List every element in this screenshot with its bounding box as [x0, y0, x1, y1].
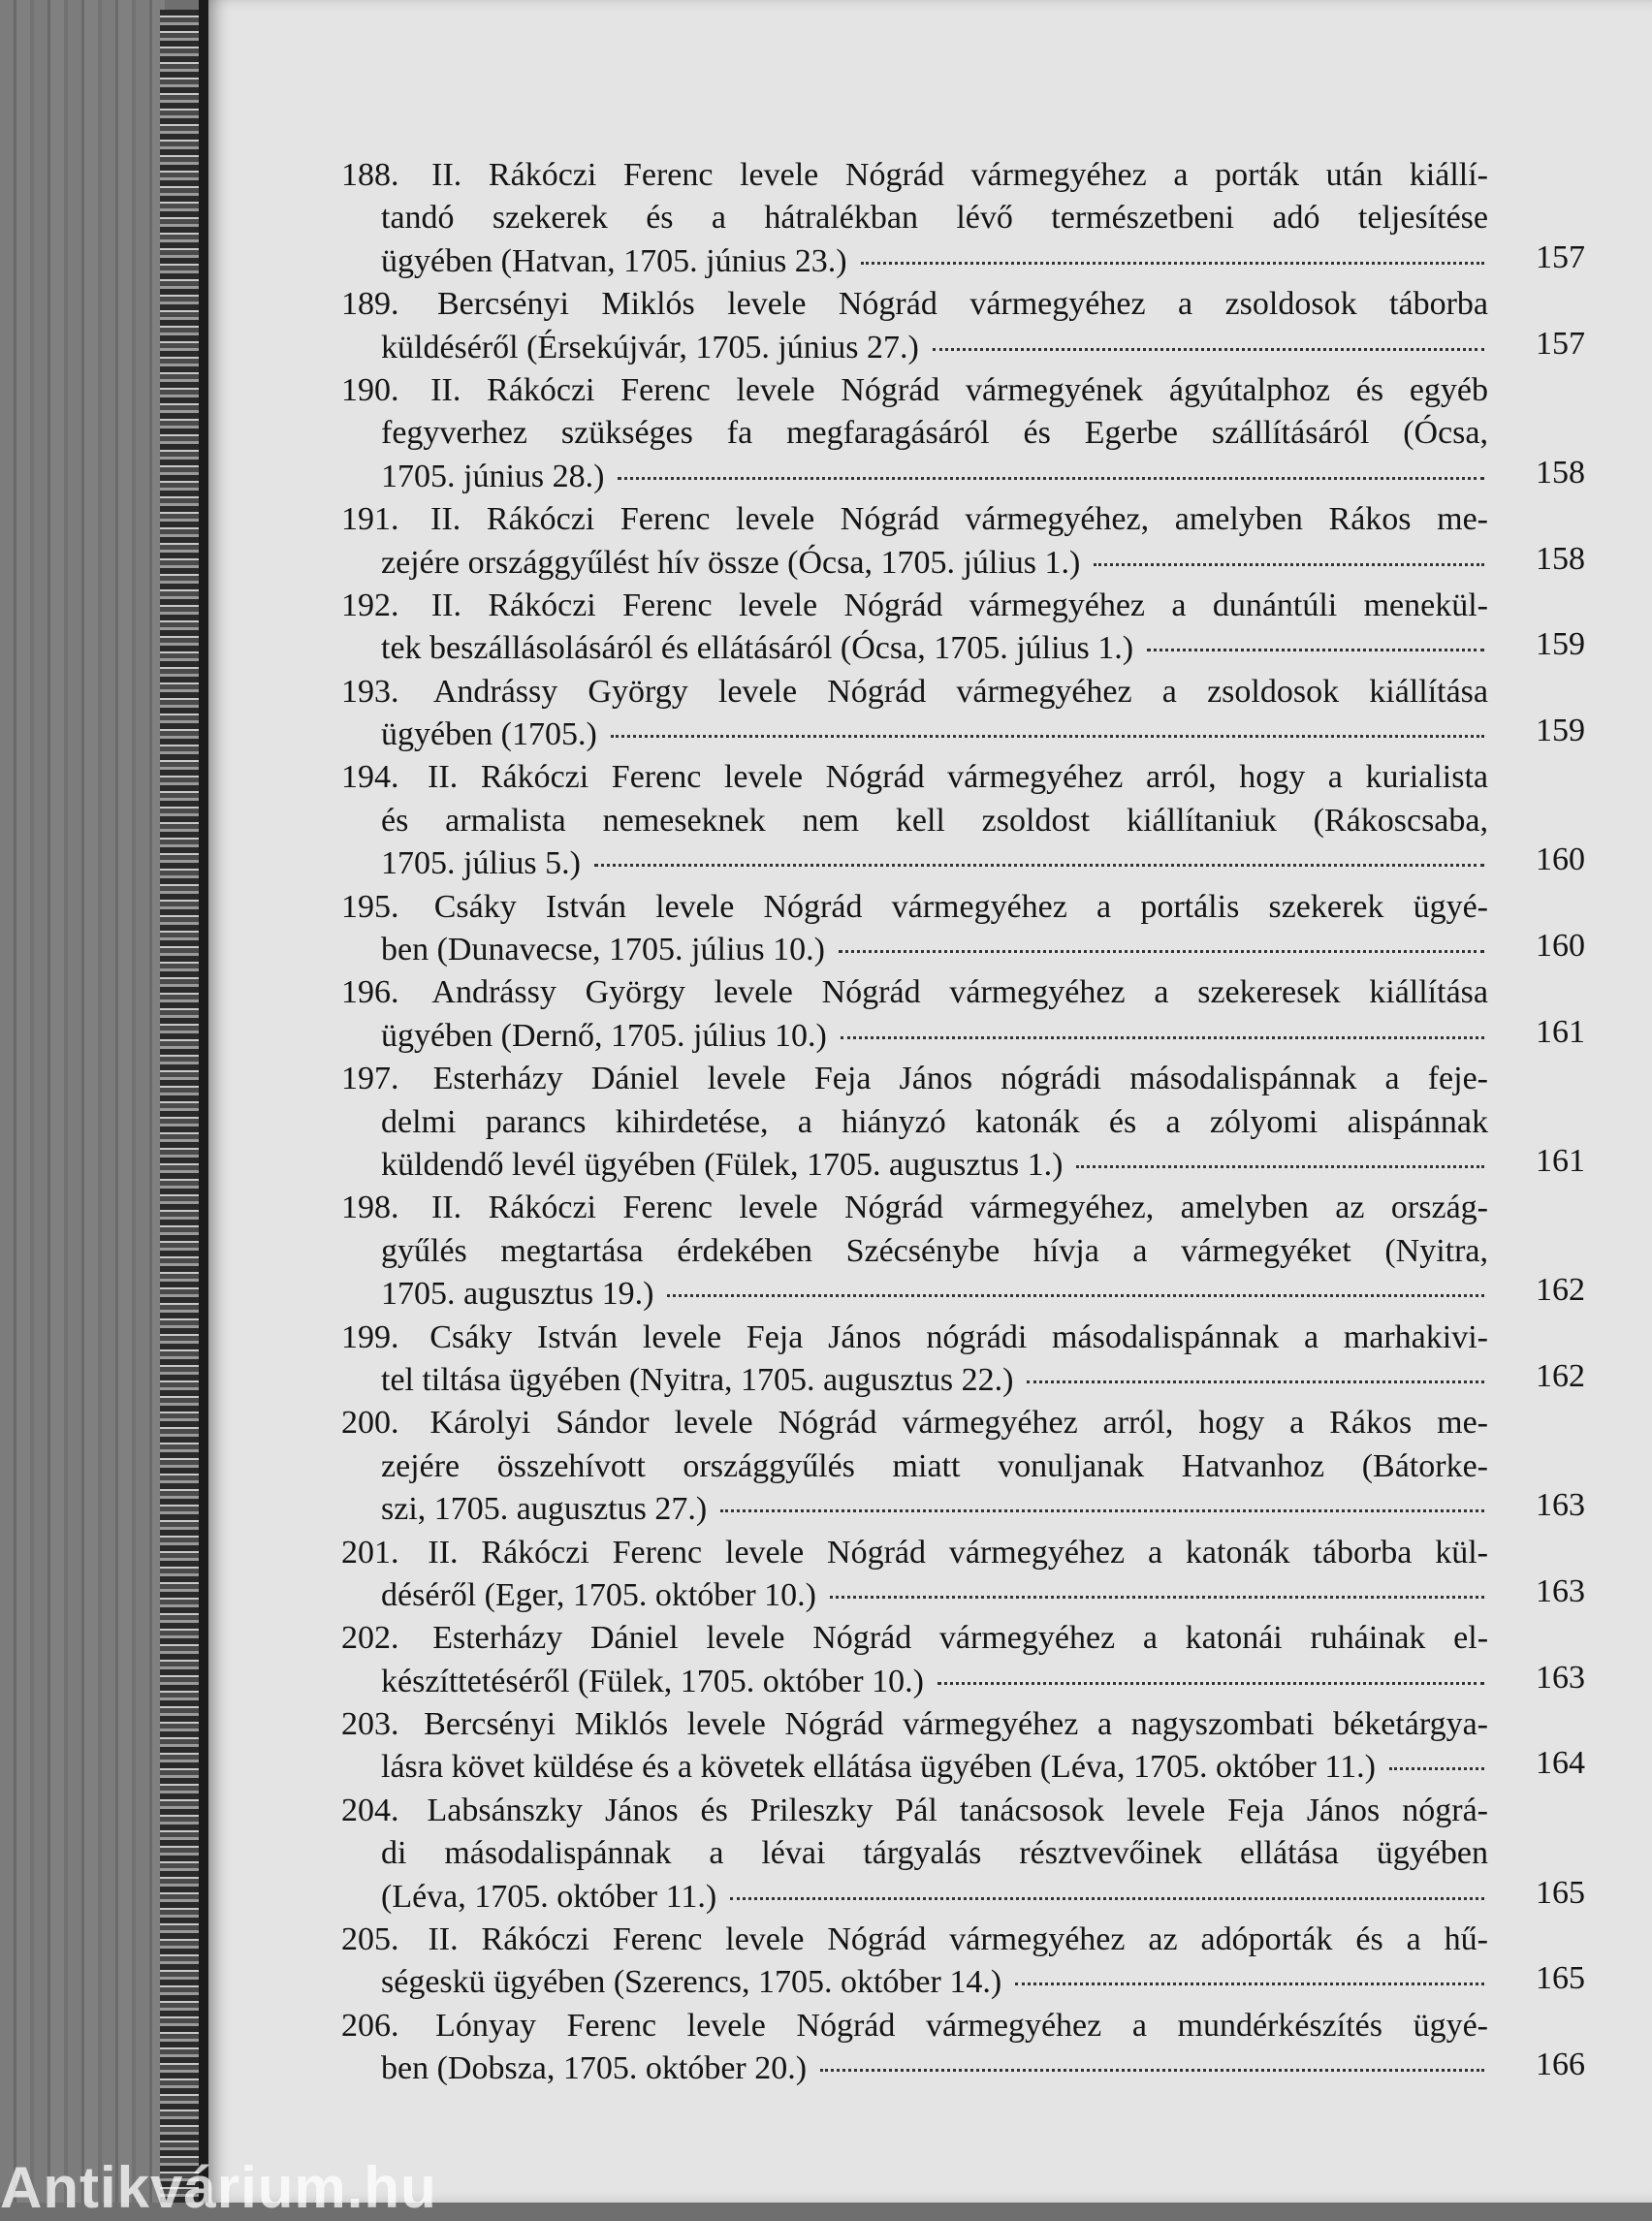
toc-entry-line: [341, 1402, 1488, 1444]
page-number: 160: [1536, 841, 1585, 878]
entry-text: déséről (Eger, 1705. október 10.): [381, 1576, 817, 1613]
dot-leader: [1027, 1380, 1484, 1383]
toc-entry-line: [381, 1230, 1488, 1273]
entry-number: 198.: [341, 1190, 399, 1226]
entry-text: II. Rákóczi Ferenc levele Nógrád vármegyének ágyútalphoz és egyéb: [430, 371, 1488, 408]
page-number: 161: [1536, 1013, 1585, 1050]
dot-leader: [1076, 1165, 1484, 1168]
entry-text: 1705. augusztus 19.): [381, 1276, 654, 1313]
toc-entry-line: [381, 1487, 1585, 1531]
entry-number: 206.: [341, 2007, 399, 2044]
toc-entry-line: [381, 1357, 1585, 1402]
toc-entry-line: [341, 1617, 1488, 1660]
toc-entry-line: [341, 369, 1488, 412]
toc-entry-line: [341, 1703, 1488, 1746]
entry-text: II. Rákóczi Ferenc levele Nógrád vármegyéhez, amelyben az ország-: [430, 1190, 1488, 1226]
dot-leader: [1147, 649, 1484, 651]
toc-entry-line: [381, 1745, 1585, 1789]
dot-leader: [1094, 563, 1484, 566]
dot-leader: [611, 735, 1484, 738]
toc-entry: [341, 498, 1585, 585]
toc-entry: [341, 671, 1585, 757]
entry-text: gyűlés megtartása érdekében Szécsénybe hívja a vármegyéket (Nyitra,: [381, 1232, 1488, 1269]
page-number: 157: [1536, 238, 1585, 275]
dot-leader: [594, 864, 1484, 867]
entry-text: II. Rákóczi Ferenc levele Nógrád vármegyéhez a katonák táborba kül-: [428, 1534, 1488, 1571]
entry-text: zejére országgyűlést hív össze (Ócsa, 1705. július 1.): [381, 544, 1081, 581]
entry-number: 191.: [341, 501, 399, 538]
toc-entry-line: [381, 1013, 1585, 1058]
entry-text: tek beszállásolásáról és ellátásáról (Ócsa, 1705. július 1.): [381, 630, 1134, 667]
toc-entry: [341, 154, 1585, 283]
toc-entry-line: [381, 1445, 1488, 1488]
toc-entry-line: [381, 1101, 1488, 1144]
entry-text: II. Rákóczi Ferenc levele Nógrád vármegyéhez arról, hogy a kurialista: [428, 759, 1488, 796]
page-number: 161: [1536, 1142, 1585, 1179]
toc-entry-line: [381, 1142, 1585, 1187]
toc-entry-line: [381, 626, 1585, 670]
entry-text: tandó szekerek és a hátralékban lévő természetbeni adó teljesítése: [381, 200, 1488, 237]
entry-text: 1705. június 28.): [381, 458, 605, 494]
toc-entry-line: [341, 971, 1488, 1014]
entry-text: II. Rákóczi Ferenc levele Nógrád vármegyéhez a porták után kiállí-: [431, 157, 1488, 193]
toc-entry-line: [341, 154, 1488, 197]
entry-number: 197.: [341, 1061, 399, 1097]
entry-number: 203.: [341, 1706, 399, 1743]
toc-entry-line: [341, 2005, 1488, 2047]
entry-number: 205.: [341, 1921, 399, 1958]
toc-entry-line: [381, 928, 1585, 971]
table-of-contents: [341, 154, 1585, 2091]
toc-entry: [341, 886, 1585, 972]
entry-text: Andrássy György levele Nógrád vármegyéhez a szekeresek kiállítása: [431, 974, 1488, 1011]
entry-text: tel tiltása ügyében (Nyitra, 1705. augusztus 22.): [381, 1361, 1014, 1398]
entry-text: Bercsényi Miklós levele Nógrád vármegyéhez a nagyszombati béketárgya-: [424, 1706, 1488, 1743]
entry-text: készíttetéséről (Fülek, 1705. október 10.): [381, 1663, 924, 1699]
toc-entry-line: [381, 325, 1585, 369]
entry-text: ügyében (Hatvan, 1705. június 23.): [381, 242, 847, 279]
toc-entry-line: [341, 585, 1488, 627]
entry-text: lásra követ küldése és a követek ellátása ügyében (Léva, 1705. október 11.): [381, 1749, 1376, 1786]
page-number: 164: [1536, 1745, 1585, 1782]
page-number: 162: [1536, 1357, 1585, 1394]
entry-text: ben (Dunavecse, 1705. július 10.): [381, 932, 825, 968]
entry-text: fegyverhez szükséges fa megfaragásáról és Egerbe szállításáról (Ócsa,: [381, 415, 1488, 452]
toc-entry-line: [381, 454, 1585, 498]
dot-leader: [1389, 1767, 1484, 1770]
toc-entry: [341, 1058, 1585, 1187]
toc-entry: [341, 1617, 1585, 1703]
toc-entry-line: [341, 1532, 1488, 1574]
dot-leader: [937, 1682, 1484, 1685]
toc-entry: [341, 2005, 1585, 2091]
toc-entry: [341, 1187, 1585, 1316]
entry-text: delmi parancs kihirdetése, a hiányzó katonák és a zólyomi alispánnak: [381, 1103, 1488, 1140]
entry-text: ségeskü ügyében (Szerencs, 1705. október 14.): [381, 1964, 1002, 2001]
entry-number: 193.: [341, 673, 399, 710]
toc-entry: [341, 1790, 1585, 1919]
toc-entry-line: [381, 238, 1585, 283]
entry-number: 196.: [341, 974, 399, 1011]
entry-text: II. Rákóczi Ferenc levele Nógrád vármegyéhez a dunántúli menekül-: [430, 587, 1488, 623]
entry-text: Csáky István levele Feja János nógrádi másodalispánnak a marhakivi-: [429, 1318, 1488, 1355]
entry-number: 201.: [341, 1534, 399, 1571]
entry-text: Károlyi Sándor levele Nógrád vármegyéhez arról, hogy a Rákos me-: [429, 1405, 1488, 1442]
toc-entry-line: [341, 1187, 1488, 1229]
toc-entry: [341, 283, 1585, 369]
page-number: 165: [1536, 1960, 1585, 1997]
toc-entry-line: [381, 800, 1488, 842]
entry-text: Csáky István levele Nógrád vármegyéhez a portális szekerek ügyé-: [433, 888, 1488, 925]
page-number: 166: [1536, 2046, 1585, 2083]
dot-leader: [933, 348, 1484, 351]
entry-text: Labsánszky János és Prileszky Pál tanácsosok levele Feja János nógrá-: [427, 1792, 1488, 1828]
toc-entry: [341, 1703, 1585, 1790]
dot-leader: [861, 262, 1484, 265]
page-number: 158: [1536, 454, 1585, 491]
toc-entry-line: [341, 1919, 1488, 1961]
entry-text: és armalista nemeseknek nem kell zsoldost kiállítaniuk (Rákoscsaba,: [381, 802, 1488, 839]
entry-text: ben (Dobsza, 1705. október 20.): [381, 2050, 808, 2087]
entry-text: Andrássy György levele Nógrád vármegyéhez a zsoldosok kiállítása: [432, 673, 1488, 710]
toc-entry-line: [381, 1272, 1585, 1316]
page-number: 160: [1536, 928, 1585, 965]
entry-number: 195.: [341, 888, 399, 925]
entry-text: küldéséről (Érsekújvár, 1705. június 27.): [381, 329, 919, 365]
entry-text: Bercsényi Miklós levele Nógrád vármegyéhez a zsoldosok táborba: [436, 286, 1488, 323]
page-number: 159: [1536, 626, 1585, 663]
toc-entry-line: [341, 671, 1488, 714]
toc-entry: [341, 1317, 1585, 1403]
toc-entry: [341, 756, 1585, 885]
toc-entry-line: [341, 1058, 1488, 1100]
entry-text: di másodalispánnak a lévai tárgyalás résztvevőinek ellátása ügyében: [381, 1835, 1488, 1872]
page-number: 165: [1536, 1874, 1585, 1911]
toc-entry-line: [341, 498, 1488, 541]
toc-entry-line: [381, 713, 1585, 756]
entry-text: ügyében (1705.): [381, 716, 597, 753]
dot-leader: [720, 1509, 1484, 1512]
page-number: 159: [1536, 713, 1585, 749]
dot-leader: [667, 1294, 1484, 1297]
dot-leader: [618, 477, 1484, 480]
entry-text: küldendő levél ügyében (Fülek, 1705. augusztus 1.): [381, 1146, 1064, 1183]
toc-entry-line: [381, 1960, 1585, 2004]
toc-entry-line: [341, 886, 1488, 929]
entry-number: 202.: [341, 1620, 399, 1657]
entry-text: (Léva, 1705. október 11.): [381, 1878, 717, 1915]
entry-text: ügyében (Dernő, 1705. július 10.): [381, 1017, 827, 1054]
dot-leader: [839, 950, 1484, 953]
toc-entry-line: [381, 540, 1585, 585]
page-number: 158: [1536, 540, 1585, 577]
entry-text: Lónyay Ferenc levele Nógrád vármegyéhez a mundérkészítés ügyé-: [435, 2007, 1488, 2044]
dot-leader: [730, 1897, 1484, 1900]
toc-entry-line: [381, 197, 1488, 239]
entry-number: 189.: [341, 286, 399, 323]
entry-number: 194.: [341, 759, 399, 796]
toc-entry: [341, 1402, 1585, 1531]
page-number: 163: [1536, 1487, 1585, 1524]
entry-text: Esterházy Dániel levele Nógrád vármegyéhez a katonái ruháinak el-: [432, 1620, 1488, 1657]
toc-entry-line: [341, 756, 1488, 799]
toc-entry-line: [341, 1317, 1488, 1359]
entry-text: zejére összehívott országgyűlés miatt vonuljanak Hatvanhoz (Bátorke-: [381, 1447, 1488, 1484]
page-number: 163: [1536, 1659, 1585, 1696]
page-number: 162: [1536, 1272, 1585, 1309]
entry-number: 199.: [341, 1318, 399, 1355]
toc-entry-line: [341, 283, 1488, 326]
toc-entry-line: [381, 412, 1488, 455]
toc-entry-line: [381, 2046, 1585, 2090]
entry-text: II. Rákóczi Ferenc levele Nógrád vármegyéhez, amelyben Rákos me-: [430, 501, 1488, 538]
entry-text: Esterházy Dániel levele Feja János nógrádi másodalispánnak a feje-: [432, 1061, 1488, 1097]
toc-entry-line: [341, 1790, 1488, 1832]
toc-entry-line: [381, 1832, 1488, 1875]
entry-number: 190.: [341, 371, 399, 408]
wooden-background: [0, 0, 165, 2203]
entry-text: II. Rákóczi Ferenc levele Nógrád vármegyéhez az adóporták és a hű-: [428, 1921, 1488, 1958]
toc-entry: [341, 971, 1585, 1058]
entry-text: szi, 1705. augusztus 27.): [381, 1491, 708, 1528]
page-number: 163: [1536, 1572, 1585, 1609]
toc-entry: [341, 369, 1585, 498]
dot-leader: [1015, 1983, 1484, 1985]
dot-leader: [841, 1036, 1484, 1039]
entry-number: 192.: [341, 587, 399, 623]
entry-text: 1705. július 5.): [381, 845, 581, 882]
toc-entry: [341, 585, 1585, 671]
toc-entry-line: [381, 841, 1585, 885]
entry-number: 204.: [341, 1792, 399, 1828]
toc-entry: [341, 1919, 1585, 2005]
entry-number: 188.: [341, 157, 399, 193]
dot-leader: [820, 2069, 1484, 2072]
toc-entry: [341, 1532, 1585, 1618]
page-number: 157: [1536, 325, 1585, 362]
entry-number: 200.: [341, 1405, 399, 1442]
dot-leader: [830, 1596, 1484, 1599]
toc-entry-line: [381, 1874, 1585, 1919]
watermark: Antikvárium.hu: [0, 2155, 437, 2220]
toc-entry-line: [381, 1659, 1585, 1703]
toc-entry-line: [381, 1572, 1585, 1617]
